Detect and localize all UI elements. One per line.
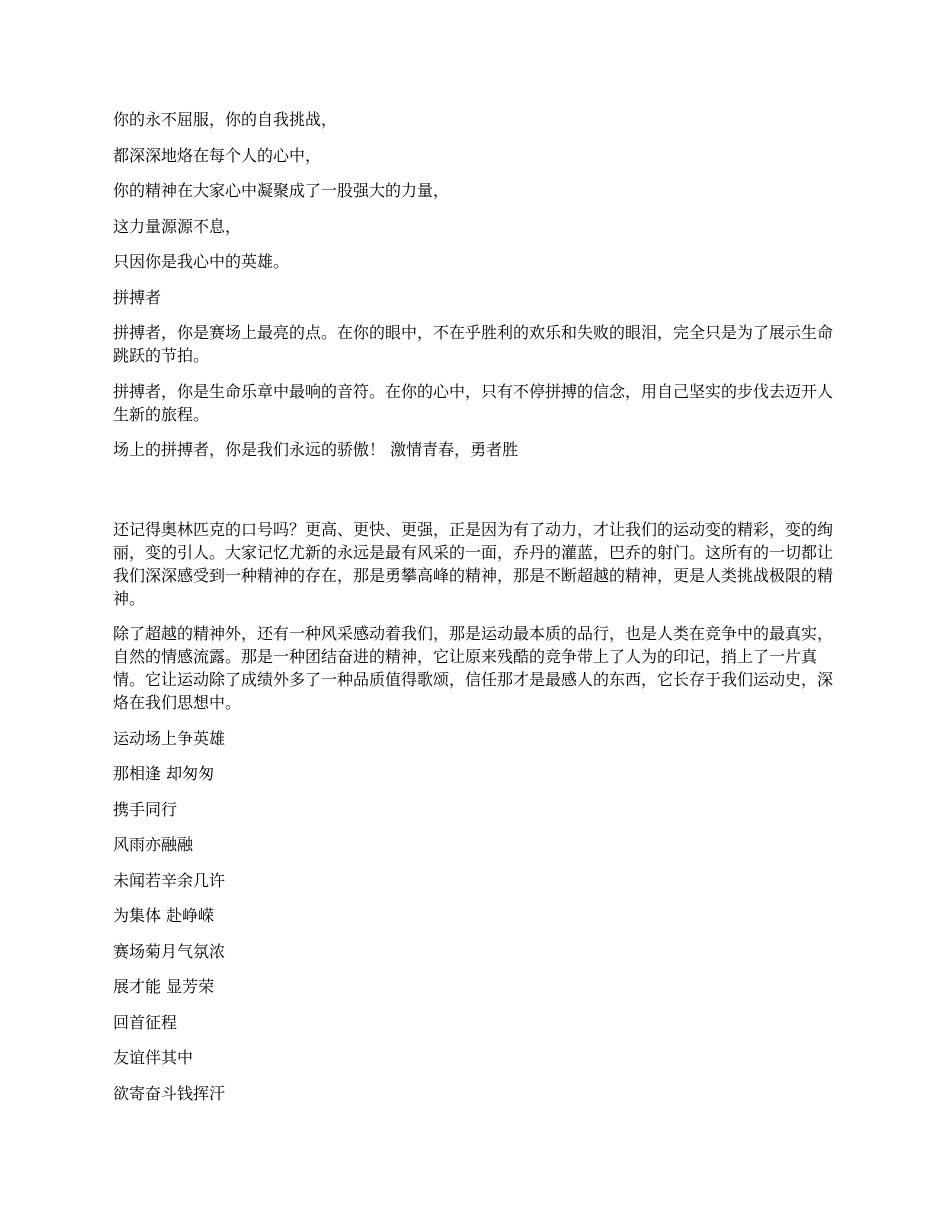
body-paragraph: 场上的拼搏者，你是我们永远的骄傲！ 激情青春，勇者胜 bbox=[113, 440, 519, 459]
poem-line: 这力量源源不息， bbox=[113, 216, 242, 236]
section-heading: 拼搏者 bbox=[113, 287, 162, 307]
poem-line: 友谊伴其中 bbox=[113, 1048, 194, 1067]
document-page bbox=[113, 108, 840, 1117]
poem-line: 风雨亦融融 bbox=[113, 835, 194, 854]
poem-line: 你的永不屈服，你的自我挑战， bbox=[113, 110, 338, 129]
poem-line: 携手同行 bbox=[113, 799, 178, 819]
poem-line: 你的精神在大家心中凝聚成了一股强大的力量， bbox=[113, 181, 450, 200]
section-gap bbox=[113, 474, 840, 518]
poem-line: 为集体 赴峥嵘 bbox=[113, 906, 215, 925]
body-paragraph: 除了超越的精神外，还有一种风采感动着我们，那是运动最本质的品行，也是人类在竞争中的最真实，自然的情感流露。那是一种团结奋进的精神，它让原来残酷的竞争带上了人为的印记，捎上了一片真情。它让运动除了成绩外多了一种品质值得歌颂，信任那才是最感人的东西，它长存于我们运动史，深烙在我们思想中。 bbox=[113, 624, 834, 712]
poem-line: 欲寄奋斗钱挥汗 bbox=[113, 1083, 226, 1103]
poem-line: 赛场菊月气氛浓 bbox=[113, 941, 226, 961]
poem-line: 只因你是我心中的英雄。 bbox=[113, 252, 290, 271]
poem-line: 展才能 显芳荣 bbox=[113, 977, 215, 996]
body-paragraph: 拼搏者，你是赛场上最亮的点。在你的眼中，不在乎胜利的欢乐和失败的眼泪，完全只是为了展示生命跳跃的节拍。 bbox=[113, 323, 834, 365]
poem-line: 回首征程 bbox=[113, 1012, 178, 1032]
poem-line: 未闻若辛余几许 bbox=[113, 870, 226, 890]
poem-line: 那相逢 却匆匆 bbox=[113, 764, 215, 783]
body-paragraph: 还记得奥林匹克的口号吗？更高、更快、更强，正是因为有了动力，才让我们的运动变的精彩，变的绚丽，变的引人。大家记忆尤新的永远是最有风采的一面，乔丹的灌蓝，巴乔的射门。这所有的一切都让我们深深感受到一种精神的存在，那是勇攀高峰的精神，那是不断超越的精神，更是人类挑战极限的精神。 bbox=[113, 519, 834, 608]
poem-line: 都深深地烙在每个人的心中， bbox=[113, 145, 322, 165]
poem-line: 运动场上争英雄 bbox=[113, 728, 226, 748]
body-paragraph: 拼搏者，你是生命乐章中最响的音符。在你的心中，只有不停拼搏的信念，用自己坚实的步伐去迈开人生新的旅程。 bbox=[113, 381, 834, 424]
